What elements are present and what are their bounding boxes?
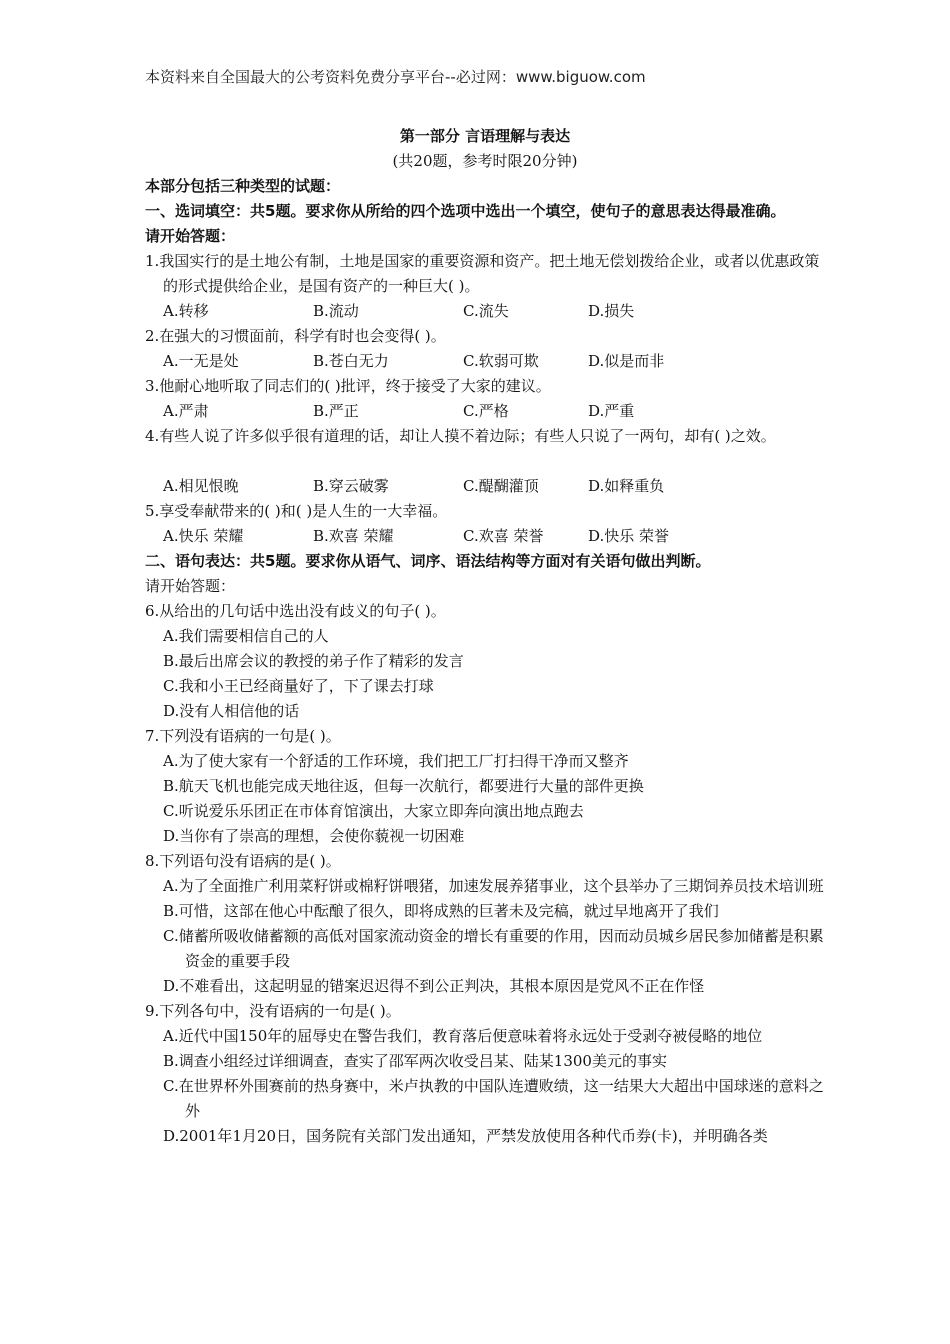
option: A.相见恨晚 bbox=[163, 477, 239, 495]
option: C.欢喜 荣誉 bbox=[463, 527, 544, 545]
option: D.严重 bbox=[588, 402, 635, 420]
section2-start: 请开始答题： bbox=[145, 577, 236, 595]
option: A.近代中国150年的屈辱史在警告我们，教育落后便意味着将永远处于受剥夺被侵略的地位 bbox=[163, 1027, 763, 1045]
option: A.转移 bbox=[163, 302, 209, 320]
question-4: 4.有些人说了许多似乎很有道理的话，却让人摸不着边际；有些人只说了一两句，却有( )之效。 bbox=[145, 427, 776, 445]
question-3: 3.他耐心地听取了同志们的( )批评，终于接受了大家的建议。 bbox=[145, 377, 551, 395]
option: A.为了全面推广利用菜籽饼或棉籽饼喂猪，加速发展养猪事业，这个县举办了三期饲养员技术培训班 bbox=[163, 877, 824, 895]
option: D.快乐 荣誉 bbox=[588, 527, 670, 545]
part-subtitle: (共20题，参考时限20分钟) bbox=[392, 152, 578, 170]
option: C.软弱可欺 bbox=[463, 352, 539, 370]
question-3-options bbox=[145, 399, 825, 424]
option: C.储蓄所吸收储蓄额的高低对国家流动资金的增长有重要的作用，因而动员城乡居民参加储蓄是积累资金的重要手段 bbox=[163, 927, 824, 970]
option: B.最后出席会议的教授的弟子作了精彩的发言 bbox=[163, 652, 464, 670]
question-1: 1.我国实行的是土地公有制，土地是国家的重要资源和资产。把土地无偿划拨给企业，或者以优惠政策的形式提供给企业，是国有资产的一种巨大( )。 bbox=[145, 252, 820, 295]
question-6: 6.从给出的几句话中选出没有歧义的句子( )。 bbox=[145, 602, 446, 620]
option: D.损失 bbox=[588, 302, 635, 320]
question-1-options bbox=[145, 299, 825, 324]
option: B.调查小组经过详细调查，查实了邵军两次收受吕某、陆某1300美元的事实 bbox=[163, 1052, 667, 1070]
option: D.不难看出，这起明显的错案迟迟得不到公正判决，其根本原因是党风不正在作怪 bbox=[163, 977, 705, 995]
option: B.航天飞机也能完成天地往返，但每一次航行，都要进行大量的部件更换 bbox=[163, 777, 644, 795]
question-2: 2.在强大的习惯面前，科学有时也会变得( )。 bbox=[145, 327, 446, 345]
option: B.苍白无力 bbox=[313, 352, 389, 370]
intro-text: 本部分包括三种类型的试题： bbox=[145, 177, 341, 195]
option: A.严肃 bbox=[163, 402, 209, 420]
option: C.醍醐灌顶 bbox=[463, 477, 539, 495]
option: C.严格 bbox=[463, 402, 509, 420]
question-8: 8.下列语句没有语病的是( )。 bbox=[145, 852, 341, 870]
section1-start: 请开始答题： bbox=[145, 227, 236, 245]
page-header: 本资料来自全国最大的公考资料免费分享平台--必过网：www.biguow.com bbox=[145, 68, 646, 86]
question-5-options bbox=[145, 524, 825, 549]
part-title: 第一部分 言语理解与表达 bbox=[399, 127, 571, 145]
document-body bbox=[145, 124, 825, 1149]
section1-heading: 一、选词填空：共5题。要求你从所给的四个选项中选出一个填空，使句子的意思表达得最准确。 bbox=[145, 202, 786, 220]
option: D.2001年1月20日，国务院有关部门发出通知，严禁发放使用各种代币券(卡)，并明确各类 bbox=[163, 1127, 768, 1145]
question-2-options bbox=[145, 349, 825, 374]
question-5: 5.享受奉献带来的( )和( )是人生的一大幸福。 bbox=[145, 502, 448, 520]
option: A.我们需要相信自己的人 bbox=[163, 627, 329, 645]
option: A.为了使大家有一个舒适的工作环境，我们把工厂打扫得干净而又整齐 bbox=[163, 752, 629, 770]
option: A.快乐 荣耀 bbox=[163, 527, 244, 545]
option: B.可惜，这部在他心中酝酿了很久，即将成熟的巨著未及完稿，就过早地离开了我们 bbox=[163, 902, 719, 920]
blank-line bbox=[145, 449, 825, 474]
option: C.听说爱乐乐团正在市体育馆演出，大家立即奔向演出地点跑去 bbox=[163, 802, 584, 820]
option: D.没有人相信他的话 bbox=[163, 702, 300, 720]
option: D.似是而非 bbox=[588, 352, 665, 370]
option: B.欢喜 荣耀 bbox=[313, 527, 394, 545]
option: D.如释重负 bbox=[588, 477, 665, 495]
option: D.当你有了崇高的理想，会使你藐视一切困难 bbox=[163, 827, 465, 845]
question-9: 9.下列各句中，没有语病的一句是( )。 bbox=[145, 1002, 401, 1020]
option: B.穿云破雾 bbox=[313, 477, 389, 495]
option: B.流动 bbox=[313, 302, 359, 320]
option: A.一无是处 bbox=[163, 352, 239, 370]
option: C.流失 bbox=[463, 302, 509, 320]
option: B.严正 bbox=[313, 402, 359, 420]
section2-heading: 二、语句表达：共5题。要求你从语气、词序、语法结构等方面对有关语句做出判断。 bbox=[145, 552, 711, 570]
option: C.我和小王已经商量好了，下了课去打球 bbox=[163, 677, 434, 695]
question-7: 7.下列没有语病的一句是( )。 bbox=[145, 727, 341, 745]
option: C.在世界杯外围赛前的热身赛中，米卢执教的中国队连遭败绩，这一结果大大超出中国球迷的意料之外 bbox=[163, 1077, 824, 1120]
question-4-options bbox=[145, 474, 825, 499]
